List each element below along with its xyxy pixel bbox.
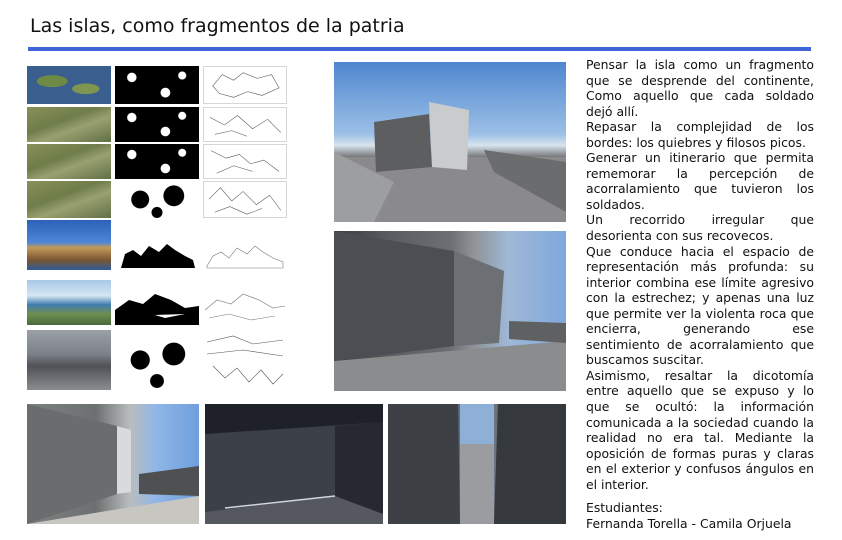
coast-photo [27,280,111,325]
students-names: Fernanda Torella - Camila Orjuela [586,515,792,531]
aerial-photo [27,181,111,218]
contour-drawing [203,181,287,218]
students-credit [586,500,826,531]
render-thumbnail [27,330,111,390]
analysis-grid [27,66,318,390]
paragraph: Pensar la isla como un fragmento que se desprende del continente, Como aquello que cada soldado dejó allí. [586,57,814,119]
description-text [586,57,814,492]
binary-texture [115,330,199,390]
corridor-render [27,404,199,524]
aerial-photo [27,107,111,142]
contour-drawing [203,220,287,270]
rock-photo [27,220,111,270]
title-underline [28,47,811,51]
exterior-render [334,62,566,222]
binary-map [115,66,199,104]
paragraph: Generar un itinerario que permita rememorar la percepción de acorralamiento que tuvieron los soldados. [586,150,814,212]
paragraph: Repasar la complejidad de los bordes: los quiebres y filosos picos. [586,119,814,150]
contour-drawing [203,330,287,390]
contour-drawing [203,66,287,104]
contour-drawing [203,280,287,325]
contour-drawing [203,107,287,142]
interior-render [334,231,566,391]
binary-map [115,107,199,142]
paragraph: Asimismo, resaltar la dicotomía entre aquello que se expuso y lo que se ocultó: la información comunicada a la sociedad cuando la realidad no era tal. Mediante la oposición de formas puras y claras en el exterior y confusos ángulos en el interior. [586,367,814,492]
contour-drawing [203,144,287,179]
aerial-photo [27,144,111,179]
binary-silhouette [115,220,199,270]
binary-map [115,181,199,218]
dark-corridor-render [205,404,383,524]
passage-render [388,404,566,524]
binary-silhouette [115,280,199,325]
page-title: Las islas, como fragmentos de la patria [30,15,405,37]
paragraph: Que conduce hacia el espacio de representación más profunda: su interior combina ese límite agresivo con la estrechez; y apenas una luz que permite ver la violenta roca que encierra, generando ese sentimiento de acorralamiento que buscamos suscitar. [586,243,814,368]
satellite-photo [27,66,111,104]
binary-map [115,144,199,179]
paragraph: Un recorrido irregular que desorienta con sus recovecos. [586,212,814,244]
students-label: Estudiantes: [586,500,663,515]
